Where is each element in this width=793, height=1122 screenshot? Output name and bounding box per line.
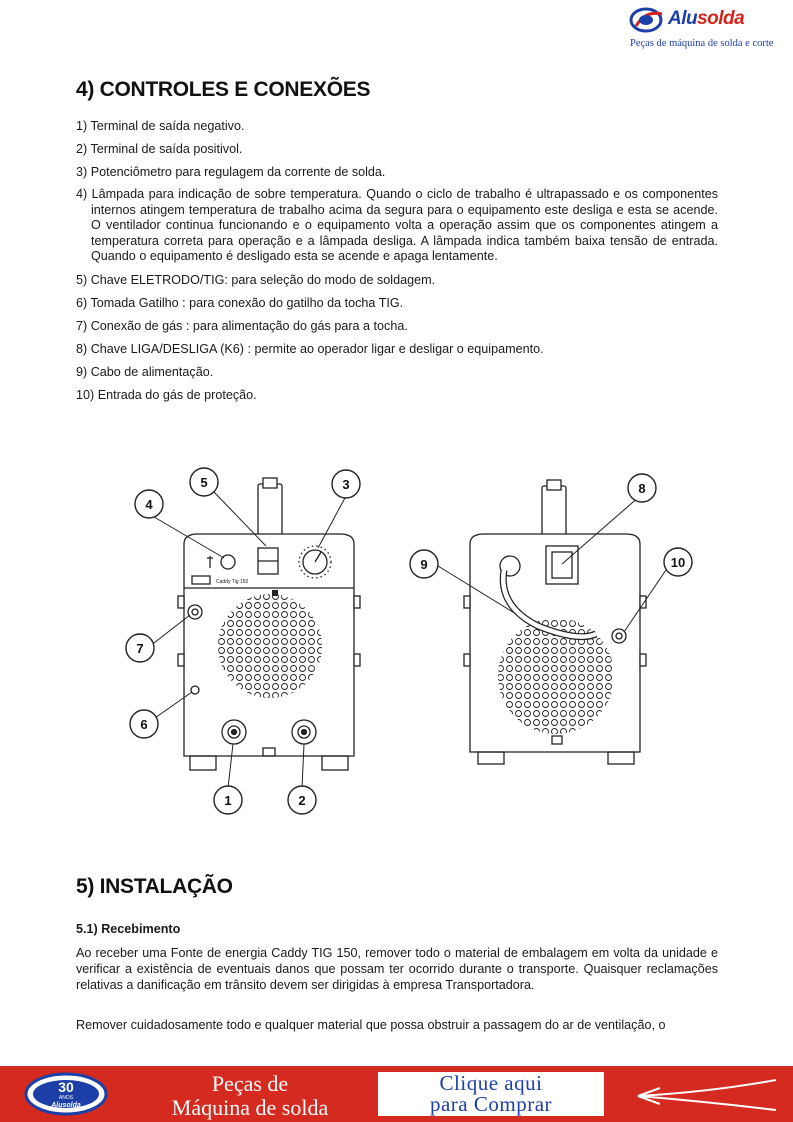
welder-diagram <box>118 466 698 826</box>
paragraph: Remover cuidadosamente todo e qualquer material que possa obstruir a passagem do ar de ventilação, o <box>76 1018 666 1032</box>
section-4-title: 4) CONTROLES E CONEXÕES <box>76 78 371 101</box>
buy-button-line-2: para Comprar <box>429 1092 553 1116</box>
list-item: 1) Terminal de saída negativo. <box>76 119 245 133</box>
section-5-title: 5) INSTALAÇÃO <box>76 875 233 898</box>
paragraph: Ao receber uma Fonte de energia Caddy TIG 150, remover todo o material de embalagem em volta da unidade e verificar a existência de eventuais danos que possam ter ocorrido durante o transporte. Quaisquer reclamações relativas a danificação em trânsito devem ser dirigidas à empresa Transportadora. <box>76 946 718 992</box>
callout-2-label: 2 <box>298 793 306 808</box>
list-item: 5) Chave ELETRODO/TIG: para seleção do modo de soldagem. <box>76 272 436 287</box>
banner-line-1: Peças de <box>211 1071 289 1096</box>
controls-list <box>76 118 718 410</box>
list-item: 10) Entrada do gás de proteção. <box>76 387 257 402</box>
arrow-left-icon <box>630 1074 780 1114</box>
badge-brand: Alusolda <box>51 1102 81 1109</box>
section-5-1-subtitle: 5.1) Recebimento <box>76 922 181 936</box>
list-item: 8) Chave LIGA/DESLIGA (K6) : permite ao operador ligar e desligar o equipamento. <box>76 341 544 356</box>
buy-button[interactable] <box>378 1072 604 1116</box>
front-view <box>178 478 360 770</box>
promo-banner <box>0 1066 793 1122</box>
badge-years: ANOS <box>58 1095 74 1101</box>
brand-name: Alusolda <box>668 8 745 29</box>
callout-5-label: 5 <box>200 475 208 490</box>
callout-7-label: 7 <box>136 641 144 656</box>
list-item: 7) Conexão de gás : para alimentação do gás para a tocha. <box>76 318 408 333</box>
callout-10-label: 10 <box>670 555 686 570</box>
list-item: 6) Tomada Gatilho : para conexão do gatilho da tocha TIG. <box>76 295 404 310</box>
banner-line-2: Máquina de solda <box>171 1095 329 1120</box>
callout-4-label: 4 <box>145 497 153 512</box>
callout-8-label: 8 <box>638 481 646 496</box>
callout-9-label: 9 <box>420 557 428 572</box>
callout-3-label: 3 <box>342 477 350 492</box>
badge-number: 30 <box>58 1079 74 1095</box>
callout-1-label: 1 <box>224 793 232 808</box>
buy-button-line-1: Clique aqui <box>439 1071 543 1095</box>
list-item: 4) Lâmpada para indicação de sobre temperatura. Quando o ciclo de trabalho é ultrapassado e os componentes internos atingem temperatura de trabalho acima da segura para o equipamento este desliga e esta se acende. O ventilador continua funcionando e o equipamento volta a operação assim que os componentes atingem a temperatura correta para operação e a lâmpada desliga. A lâmpada indica também baixa tensão de entrada. Quando o equipamento é desligado esta se acende e apaga lentamente. <box>76 187 718 263</box>
list-item: 9) Cabo de alimentação. <box>76 364 214 379</box>
brand-logo <box>628 4 788 54</box>
alusolda-swoosh-icon <box>628 6 668 34</box>
list-item: 2) Terminal de saída positivol. <box>76 142 243 156</box>
anniversary-badge <box>22 1071 110 1117</box>
front-model-label: Caddy Tig 150 <box>216 579 249 585</box>
list-item: 3) Potenciômetro para regulagem da corrente de solda. <box>76 165 386 179</box>
brand-tagline: Peças de máquina de solda e corte <box>630 38 774 49</box>
banner-headline <box>132 1072 368 1120</box>
callout-6-label: 6 <box>140 717 148 732</box>
back-view <box>464 480 646 764</box>
